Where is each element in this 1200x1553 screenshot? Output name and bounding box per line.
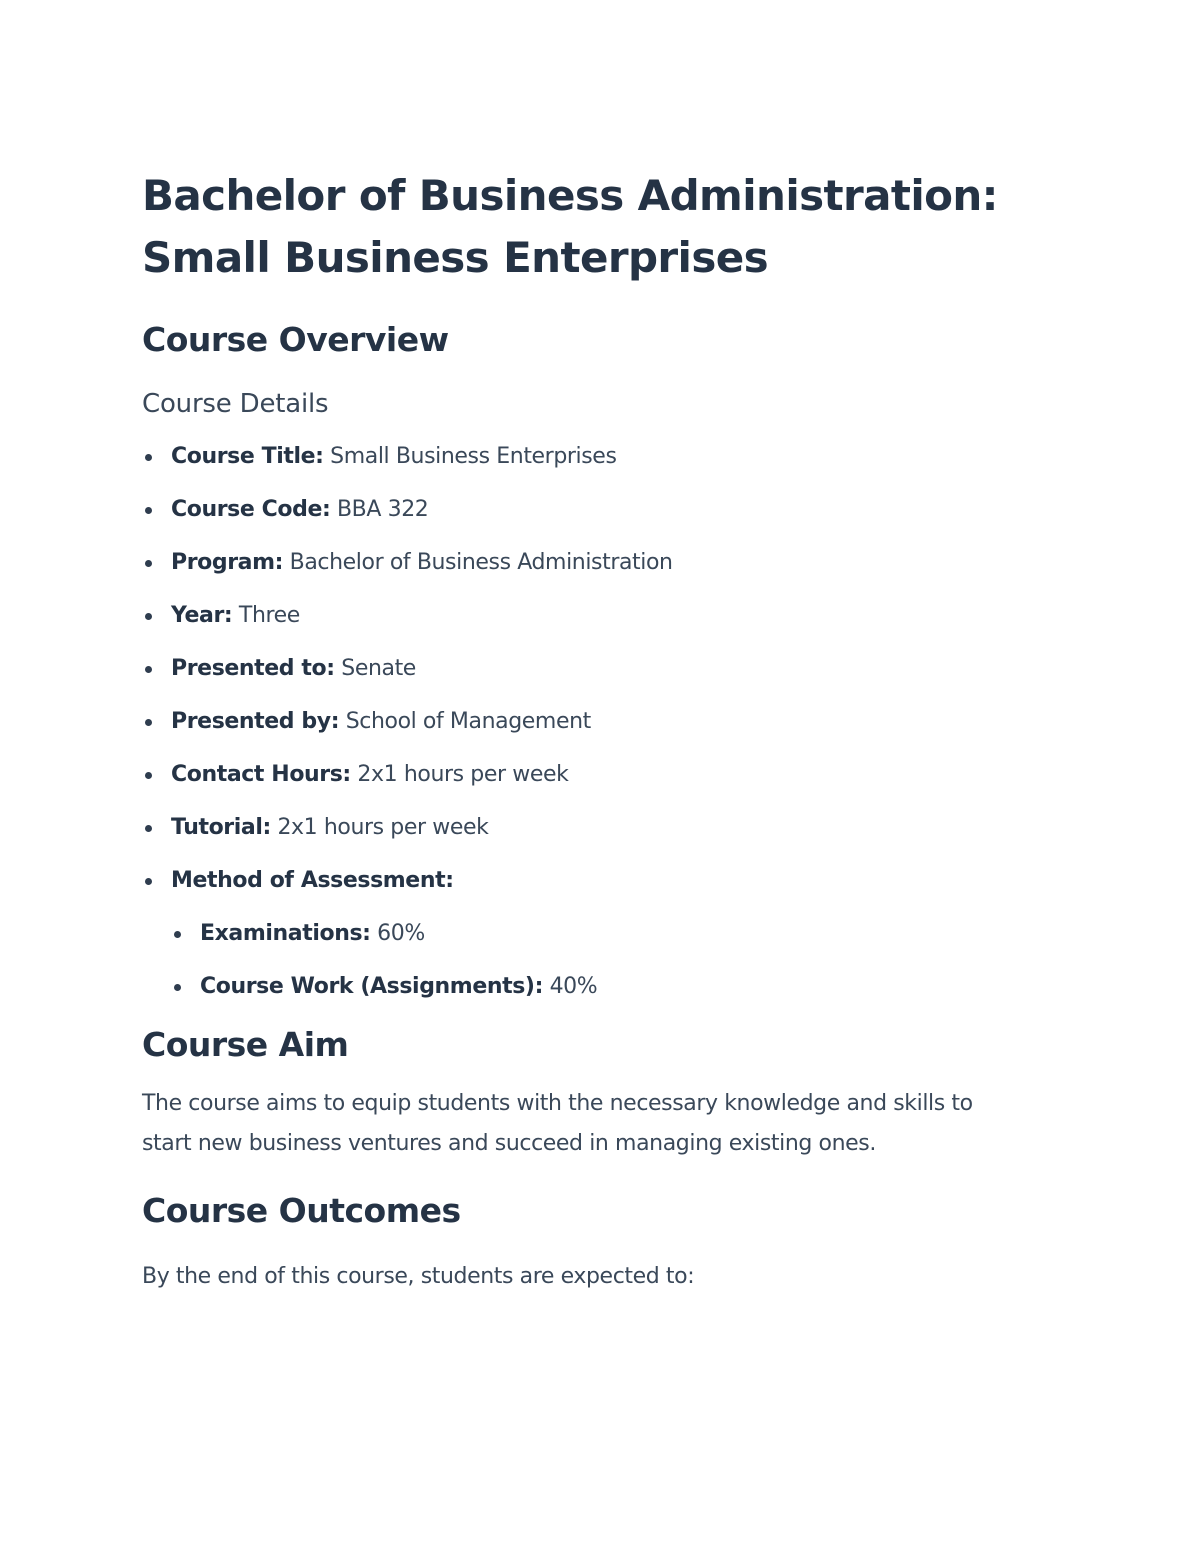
course-details-list bbox=[142, 437, 1050, 1020]
detail-label: Method of Assessment: bbox=[171, 868, 454, 893]
detail-label: Presented by: bbox=[171, 709, 340, 734]
course-aim-heading: Course Aim bbox=[142, 1025, 349, 1064]
document-title bbox=[142, 0, 1050, 289]
assessment-examinations bbox=[171, 914, 1050, 967]
assessment-course-work bbox=[171, 967, 1050, 1020]
detail-value: Bachelor of Business Administration bbox=[283, 550, 673, 575]
course-overview-heading: Course Overview bbox=[142, 320, 449, 359]
detail-label: Presented to: bbox=[171, 656, 335, 681]
detail-contact-hours bbox=[142, 755, 1050, 808]
course-aim-text: The course aims to equip students with the necessary knowledge and skills to start new business ventures and succeed in managing existing ones. bbox=[142, 1091, 973, 1156]
detail-label: Year: bbox=[171, 603, 233, 628]
assessment-label: Examinations: bbox=[200, 921, 371, 946]
course-outcomes-heading: Course Outcomes bbox=[142, 1191, 461, 1230]
document-title-line-1: Bachelor of Business Administration: bbox=[142, 171, 998, 220]
detail-presented-by bbox=[142, 702, 1050, 755]
detail-value: 2x1 hours per week bbox=[270, 815, 489, 840]
detail-label: Contact Hours: bbox=[171, 762, 351, 787]
assessment-value: 40% bbox=[542, 974, 598, 999]
detail-label: Tutorial: bbox=[171, 815, 271, 840]
detail-value: School of Management bbox=[339, 709, 591, 734]
detail-label: Program: bbox=[171, 550, 284, 575]
assessment-value: 60% bbox=[370, 921, 425, 946]
detail-label: Course Code: bbox=[171, 497, 331, 522]
assessment-label: Course Work (Assignments): bbox=[200, 974, 543, 999]
detail-value: Three bbox=[232, 603, 300, 628]
detail-course-code bbox=[142, 490, 1050, 543]
detail-value: 2x1 hours per week bbox=[350, 762, 569, 787]
detail-method-of-assessment bbox=[142, 861, 1050, 914]
detail-year bbox=[142, 596, 1050, 649]
document-title-line-2: Small Business Enterprises bbox=[142, 233, 769, 282]
detail-value: BBA 322 bbox=[330, 497, 429, 522]
detail-label: Course Title: bbox=[171, 444, 324, 469]
course-details-subheading: Course Details bbox=[142, 389, 329, 419]
detail-presented-to bbox=[142, 649, 1050, 702]
detail-value: Senate bbox=[334, 656, 416, 681]
detail-tutorial bbox=[142, 808, 1050, 861]
detail-value: Small Business Enterprises bbox=[323, 444, 617, 469]
detail-course-title bbox=[142, 437, 1050, 490]
course-outcomes-intro: By the end of this course, students are expected to: bbox=[142, 1264, 695, 1289]
detail-program bbox=[142, 543, 1050, 596]
